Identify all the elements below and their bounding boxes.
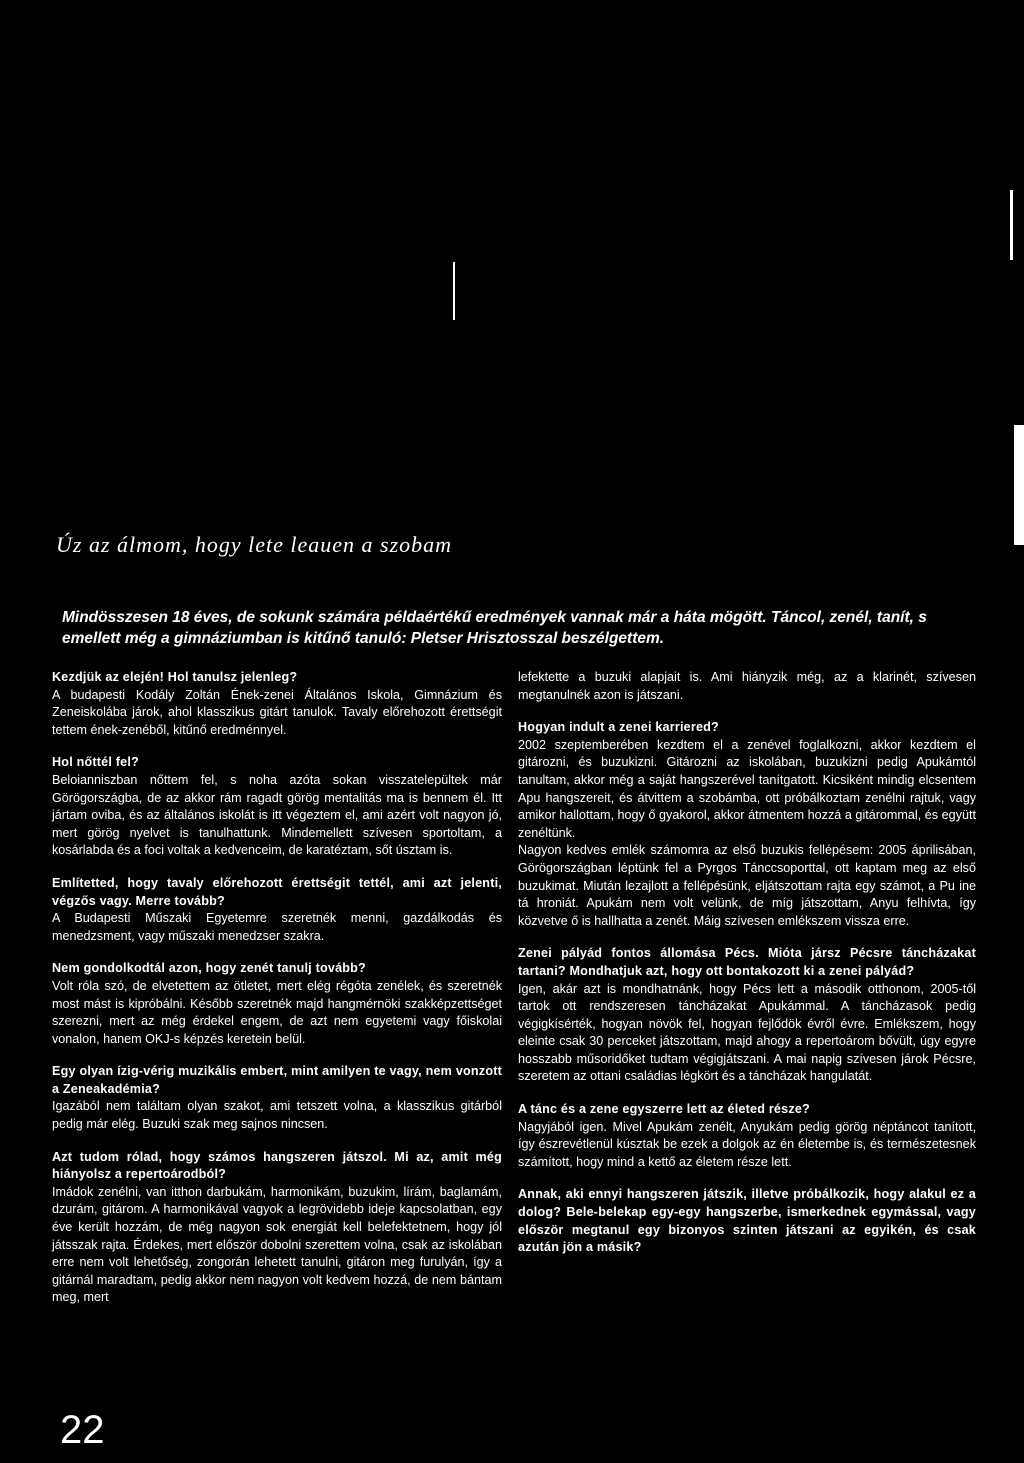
interview-question: Hol nőttél fel? (52, 755, 139, 770)
interview-answer: lefektette a buzuki alapjait is. Ami hiányzik még, az a klarinét, szívesen megtanulnék azon is játszani. (518, 670, 976, 702)
interview-question: Kezdjük az elején! Hol tanulsz jelenleg? (52, 670, 298, 684)
interview-question: Hogyan indult a zenei karriered? (518, 720, 719, 735)
paragraph-gap (52, 945, 502, 960)
paragraph-gap (52, 1134, 502, 1149)
interview-question: Említetted, hogy tavaly előrehozott érettségit tettél, ami azt jelenti, végzős vagy. Merre tovább? (52, 875, 502, 908)
lead-paragraph: Mindösszesen 18 éves, de sokunk számára példaértékű eredmények vannak már a háta mögött. Táncol, zenél, tanít, s emellett még a gimnáziumban is kitűnő tanuló: Pletser Hrisztosszal beszélgettem. (62, 609, 927, 647)
interview-answer: Nagyjából igen. Mivel Apukám zenélt, Anyukám pedig görög néptáncot tanított, így észrevétlenül kúsztak be ezek a dolgok az én életembe is, és természetesnek számított, hogy mind a kettő az életem része lett. (518, 1119, 976, 1169)
paragraph-gap (518, 1086, 976, 1101)
left-column (52, 669, 502, 1307)
interview-answer: Igazából nem találtam olyan szakot, ami tetszett volna, a klasszikus gitárból pedig már elég. Buzuki szak meg sajnos nincsen. (52, 1099, 502, 1132)
interview-answer: Nagyon kedves emlék számomra az első buzukis fellépésem: 2005 áprilisában, Görögországban léptünk fel a Pyrgos Tánccsoporttal, ott kaptam meg az első buzukimat. Miután lezajlott a fellépésünk, eljátszottam rajta egy számot, a Pu ine tá hroniát. Apukám nem volt velünk, de míg játszottam, Anyu felhívta, így közvetve ő is hallhatta a zenét. Máig szívesen emlékszem vissza erre. (518, 843, 976, 928)
interview-question: Nem gondolkodtál azon, hogy zenét tanulj tovább? (52, 961, 366, 976)
page-title: Úz az álmom, hogy lete leauen a szobam (56, 532, 453, 557)
paragraph-gap (518, 930, 976, 945)
interview-question: A tánc és a zene egyszerre lett az életed része? (518, 1102, 810, 1117)
paragraph-gap (52, 739, 502, 754)
edge-bar (1014, 425, 1024, 545)
paragraph-gap (518, 704, 976, 719)
interview-answer: Imádok zenélni, van itthon darbukám, harmonikám, buzukim, lírám, baglamám, dzurám, gitárom. A harmonikával vagyok a legrövidebb ideje kapcsolatban, egy éve került hozzám, de még nagyon sok energiát kell belefektetnem, hogy jól játsszak rajta. Érdekes, mert először dobolni szerettem volna, csak az iskolában erre nem volt lehetőség, zongorán lehetett tanulni, gitáron meg furulyán, így a gitárnál maradtam, pedig akkor nem nagyon volt kedvem hozzá, de nem bántam meg, mert (52, 1184, 502, 1305)
interview-answer: 2002 szeptemberében kezdtem el a zenével foglalkozni, akkor kezdtem el gitározni, és buzukizni. Gitározni az iskolában, buzukizni pedig Apukámtól tanultam, akkor még a saját hangszerével tanítgatott. Kicsiként mindig elcsentem Apu hangszereit, és átvittem a szobámba, ott próbálkoztam zenélni rajtuk, vagy amikor hallottam, hogy ő gyakorol, akkor átmentem hozzá a gitárommal, és együtt zenéltünk. (518, 737, 976, 840)
interview-question: Egy olyan ízig-vérig muzikális embert, mint amilyen te vagy, nem vonzott a Zeneakadémia? (52, 1064, 502, 1096)
paragraph-gap (52, 1048, 502, 1063)
interview-answer: Beloianniszban nőttem fel, s noha azóta sokan visszatelepültek már Görögországba, de az akkor rám ragadt görög mentalitás ma is bennem él. Itt jártam oviba, és az általános iskolát is itt végeztem el, ami azért volt nagyon jó, mert görög nyelvet is tanulhattunk. Mindemellett szívesen sportoltam, a kosárlabda és a foci voltak a kedvenceim, de karatéztam, sőt úsztam is. (52, 772, 502, 858)
right-column (518, 669, 976, 1257)
interview-answer: Igen, akár azt is mondhatnánk, hogy Pécs lett a második otthonom, 2005-től tartok ott rendszeresen táncházakat Apukámmal. A táncházasok pedig végigkísérték, hogyan növök fel, hogyan fejlődök évről évre. Emlékszem, hogy eleinte csak 30 perceket játszottam, majd ahogy a repertoárom bővült, úgy egyre hosszabb műsoridőket tudtam végigjátszani. A mai napig szívesen járok Pécsre, szeretem az ottani családias légkört és a táncházak hangulatát. (518, 981, 976, 1084)
paragraph-gap (52, 860, 502, 875)
page-number: 22 (60, 1408, 105, 1452)
decorative-line (1010, 190, 1013, 260)
interview-answer: A Budapesti Műszaki Egyetemre szeretnék menni, gazdálkodás és menedzsment, vagy műszaki menedzser szakra. (52, 911, 502, 943)
interview-question: Zenei pályád fontos állomása Pécs. Mióta jársz Pécsre táncházakat tartani? Mondhatjuk azt, hogy ott bontakozott ki a zenei pályád? (518, 946, 976, 978)
interview-answer: A budapesti Kodály Zoltán Ének-zenei Általános Iskola, Gimnázium és Zeneiskolába járok, ahol klasszikus gitárt tanulok. Tavaly előrehozott érettségit tettem ének-zenéből, kitűnő eredménnyel. (52, 687, 502, 737)
interview-question: Annak, aki ennyi hangszeren játszik, illetve próbálkozik, hogy alakul ez a dolog? Bele-belekap egy-egy hangszerbe, ismerkednek egymással, vagy először megtanul egy bizonyos szinten játszani az egyikén, és csak azután jön a másik? (518, 1187, 976, 1255)
paragraph-gap (518, 1171, 976, 1186)
interview-question: Azt tudom rólad, hogy számos hangszeren játszol. Mi az, amit még hiányolsz a repertoárodból? (52, 1149, 502, 1182)
interview-answer: Volt róla szó, de elvetettem az ötletet, mert elég régóta zenélek, és szeretnék most mást is kipróbálni. Később szeretnék majd hangmérnöki szakképzettséget szerezni, mert az még érdekel engem, de azt nem egyetemi vagy főiskolai vonalon, hanem OKJ-s képzés keretein belül. (52, 978, 502, 1046)
decorative-line (453, 262, 455, 320)
